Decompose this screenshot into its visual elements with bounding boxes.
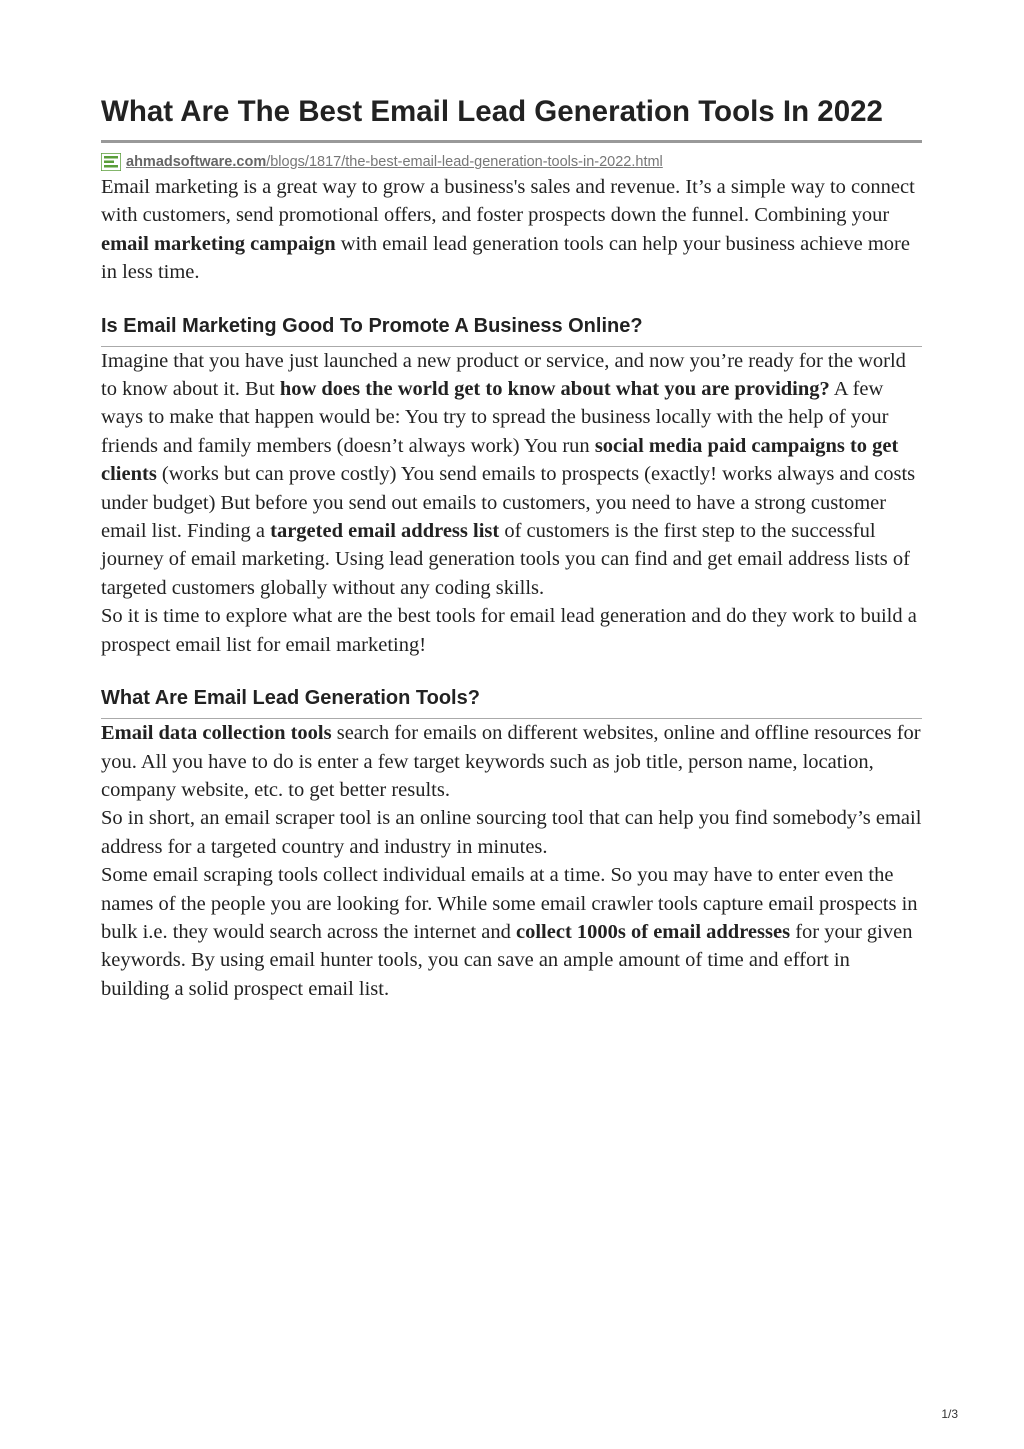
s1-text-3: (works but can prove costly) You send emails to prospects (exactly! works always and costs under budget) But before you send out emails to customers, you need to have a strong customer email list. Finding a: [101, 463, 916, 543]
s1-bold-1: how does the world get to know about what you are providing?: [279, 378, 830, 401]
s2-bold-2: collect 1000s of email addresses: [516, 920, 791, 943]
s1-bold-2: social media paid campaigns to get clients: [101, 434, 899, 486]
intro-text-2: with email lead generation tools can help your business achieve more in less time.: [101, 232, 910, 284]
s1-text-4: of customers is the first step to the successful journey of email marketing. Using lead generation tools you can find and get email address lists of targeted customers globally without any coding skills.: [101, 520, 910, 599]
section2-paragraph-3: [101, 861, 922, 1003]
section1-paragraph-2: So it is time to explore what are the best tools for email lead generation and do they work to build a prospect email list for email marketing!: [101, 605, 917, 656]
source-domain: ahmadsoftware.com: [126, 154, 267, 170]
site-logo-icon: [101, 153, 121, 171]
intro-paragraph: [101, 173, 922, 287]
source-line: [101, 151, 922, 173]
s1-bold-3: targeted email address list: [270, 520, 500, 543]
intro-bold-1: email marketing campaign: [101, 232, 336, 255]
s1-text-1: Imagine that you have just launched a new product or service, and now you’re ready for the world to know about it. But: [101, 349, 906, 401]
s2-bold-1: Email data collection tools: [101, 722, 332, 745]
section1-paragraph-1: [101, 347, 922, 603]
section-heading-1: Is Email Marketing Good To Promote A Business Online?: [101, 313, 922, 347]
s2-text-1: search for emails on different websites, online and offline resources for you. All you have to do is enter a few target keywords such as job title, person name, location, company website, etc. to get better results.: [101, 722, 921, 801]
s2-text-2: Some email scraping tools collect individual emails at a time. So you may have to enter even the names of the people you are looking for. While some email crawler tools capture email prospects in bulk i.e. they would search across the internet and: [101, 864, 918, 943]
section2-paragraph-1: [101, 719, 922, 804]
source-link[interactable]: [126, 154, 663, 170]
section-heading-2: What Are Email Lead Generation Tools?: [101, 685, 922, 719]
s2-text-3: for your given keywords. By using email hunter tools, you can save an ample amount of time and effort in building a solid prospect email list.: [101, 920, 913, 1000]
article: [101, 94, 922, 1003]
section2-paragraph-2: So in short, an email scraper tool is an online sourcing tool that can help you find somebody’s email address for a targeted country and industry in minutes.: [101, 807, 922, 858]
page-title: What Are The Best Email Lead Generation Tools In 2022: [101, 94, 922, 143]
intro-text-1: Email marketing is a great way to grow a business's sales and revenue. It’s a simple way to connect with customers, send promotional offers, and foster prospects down the funnel. Combining your: [101, 176, 915, 227]
s1-text-2: A few ways to make that happen would be: You try to spread the business locally with the help of your friends and family members (doesn’t always work) You run: [101, 378, 889, 457]
source-path: /blogs/1817/the-best-email-lead-generation-tools-in-2022.html: [266, 154, 663, 170]
page-number: 1/3: [941, 1407, 958, 1421]
